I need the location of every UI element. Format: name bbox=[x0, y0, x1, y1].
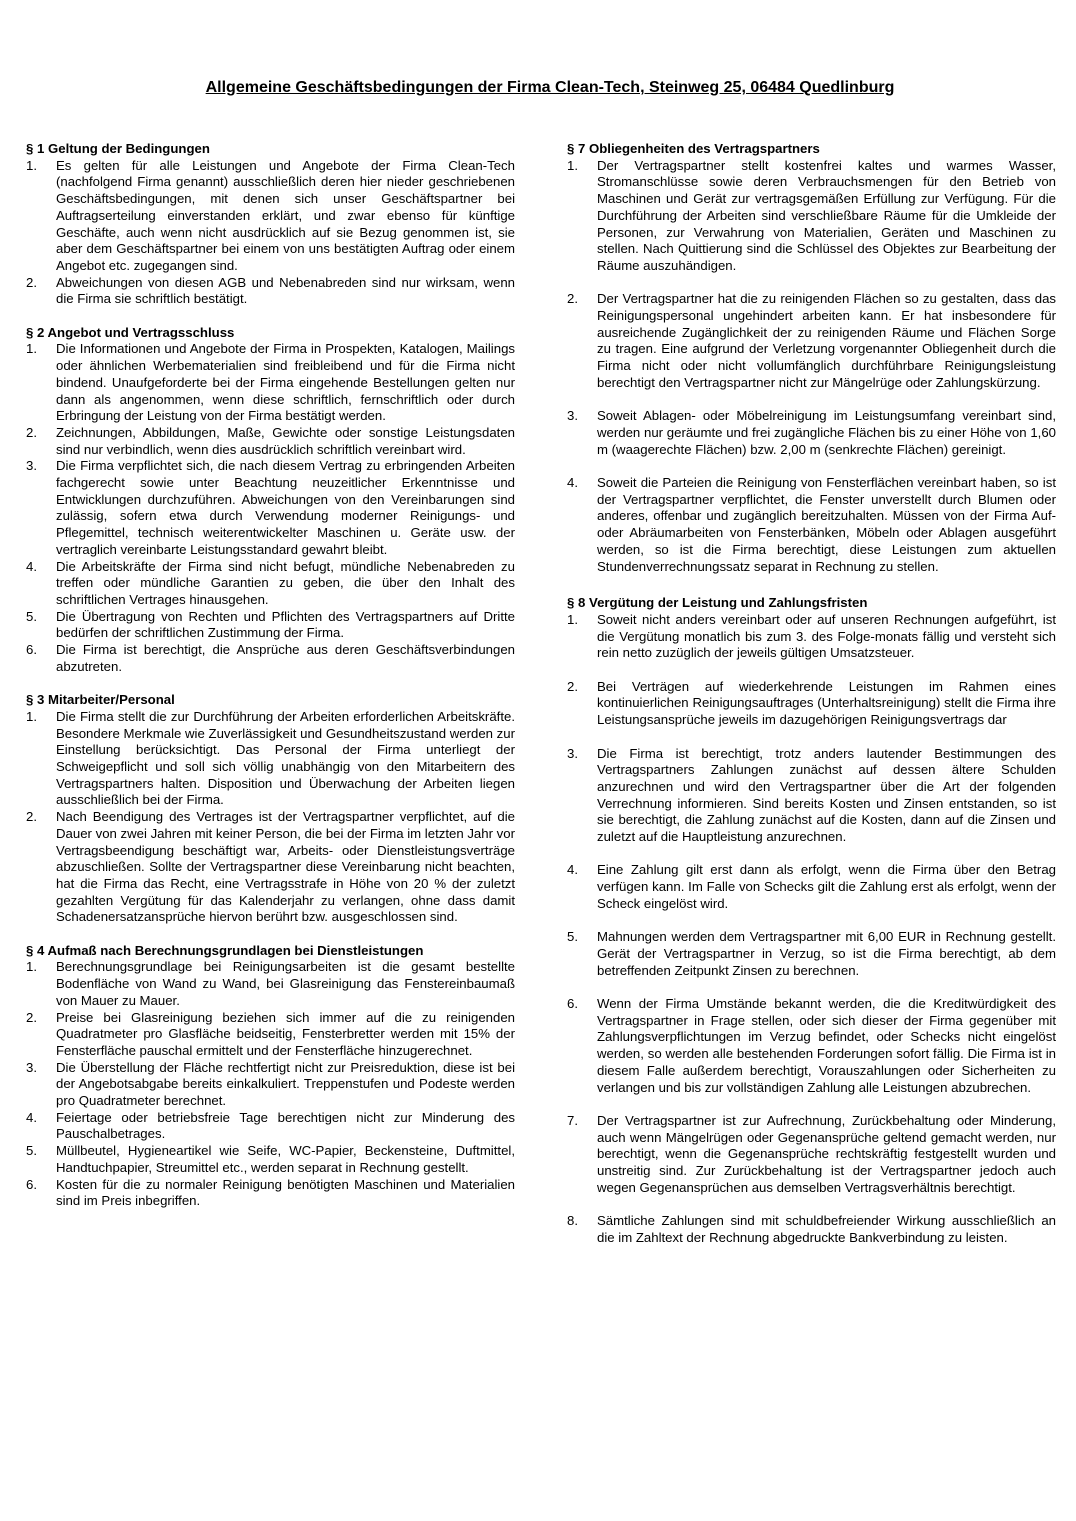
clause-number: 7. bbox=[567, 1112, 578, 1128]
clause-number: 2. bbox=[26, 274, 37, 290]
clause-text: Der Vertragspartner stellt kostenfrei kaltes und warmes Wasser, Stromanschlüsse sowie deren Verbrauchsmengen für den Betrieb von Maschinen und Gerät zur vertragsgemäßen Erfüllung zur Verfügung. Für die Durchführung der Arbeiten sind verschließbare Räume für die Umkleide der Personen, zur Verwahrung von Materialien, Geräten und Maschinen zu stellen. Nach Quittierung sind die Schlüssel des Objektes zur Bearbeitung der Räume auszuhändigen. bbox=[597, 157, 1056, 273]
clause-text: Wenn der Firma Umstände bekannt werden, die die Kreditwürdigkeit des Vertragspartner in Frage stellen, oder sich dieser der Firma gegenüber mit Zahlungsverpflichtungen im Verzug befindet, oder Schecks nicht eingelöst werden, so werden alle bestehenden Forderungen sofort fällig. Die Firma ist in diesem Falle außerdem berechtigt, Vorauszahlungen oder Sicherheiten zu verlangen und bis zur vollständigen Zahlung alle Leistungen abzubrechen. bbox=[597, 996, 1056, 1095]
section-heading: § 3 Mitarbeiter/Personal bbox=[26, 692, 175, 708]
clause-text: Der Vertragspartner ist zur Aufrechnung, Zurückbehaltung oder Minderung, auch wenn Mängelrügen oder Gegenansprüche geltend gemacht werden, nur berechtigt, wenn die Gegenansprüche rechtskräftig festgestellt wurden und unstreitig sind. Zur Zurückbehaltung ist der Vertragspartner jedoch auch wegen Gegenansprüchen aus demselben Vertragsverhältnis berechtigt. bbox=[597, 1112, 1056, 1195]
clause-number: 1. bbox=[567, 611, 578, 627]
clause-number: 6. bbox=[26, 642, 37, 658]
section bbox=[26, 943, 515, 1210]
clause-number: 1. bbox=[567, 157, 578, 173]
clause-text: Die Firma ist berechtigt, trotz anders lautender Bestimmungen des Vertragspartners Zahlungen zunächst auf dessen ältere Schulden anzurechnen und wird den Vertragspartner über die Art der folgenden Verrechnung informieren. Sind bereits Kosten und Zinsen entstanden, so ist sie berechtigt, die Zahlung zunächst auf die Kosten, dann auf die Zinsen und zuletzt auf die Hauptleistung anzurechnen. bbox=[597, 745, 1056, 845]
clause-item bbox=[26, 559, 515, 609]
section-heading: § 2 Angebot und Vertragsschluss bbox=[26, 324, 235, 340]
clause-number: 3. bbox=[567, 745, 578, 761]
clause-number: 5. bbox=[26, 608, 37, 624]
clause-item bbox=[567, 862, 1056, 912]
clause-text: Eine Zahlung gilt erst dann als erfolgt, wenn die Firma über den Betrag verfügen kann. Im Falle von Schecks gilt die Zahlung erst als erfolgt, wenn der Scheck eingelöst wird. bbox=[597, 862, 1056, 911]
clause-number: 2. bbox=[567, 291, 578, 307]
clause-number: 3. bbox=[26, 458, 37, 474]
clause-item bbox=[567, 1113, 1056, 1197]
clause-text: Die Arbeitskräfte der Firma sind nicht befugt, mündliche Nebenabreden zu treffen oder mündliche Garantien zu geben, die über den Inhalt des schriftlichen Vertrages hinausgehen. bbox=[56, 558, 515, 607]
clause-number: 1. bbox=[26, 341, 37, 357]
clause-text: Es gelten für alle Leistungen und Angebote der Firma Clean-Tech (nachfolgend Firma genannt) ausschließlich deren hier nieder geschriebenen Geschäftsbedingungen, mit denen sich unser Geschäftspartner bei Auftragserteilung einverstanden erklärt, und zwar ebenso für künftige Geschäfte, auch wenn nicht ausdrücklich auf sie Bezug genommen ist, sie aber dem Geschäftspartner bei einem von uns bestätigten Auftrag oder einem Angebot etc. zugegangen sind. bbox=[56, 157, 515, 273]
clause-item bbox=[26, 1110, 515, 1143]
clause-number: 2. bbox=[26, 424, 37, 440]
clause-number: 6. bbox=[567, 996, 578, 1012]
clause-text: Berechnungsgrundlage bei Reinigungsarbeiten ist die gesamt bestellte Bodenfläche von Wand zu Wand, bei Glasreinigung das Fenstereinbaumaß von Mauer zu Mauer. bbox=[56, 959, 515, 1008]
clause-number: 8. bbox=[567, 1213, 578, 1229]
clause-item bbox=[26, 642, 515, 675]
clause-text: Die Firma stellt die zur Durchführung der Arbeiten erforderlichen Arbeitskräfte. Besondere Merkmale wie Zuverlässigkeit und Gesundheitszustand werden zur Einstellung berücksichtigt. Das Personal der Firma unterliegt der Schweigepflicht und soll sich völlig unabhängig von den Mitarbeitern des Vertragspartners halten. Disposition und Überwachung der Arbeiten liegen ausschließlich bei der Firma. bbox=[56, 708, 515, 808]
clause-text: Die Firma verpflichtet sich, die nach diesem Vertrag zu erbringenden Arbeiten fachgerecht sowie unter Beachtung neuzeitlicher Erkenntnisse und Entwicklungen durchzuführen. Abweichungen von den Vereinbarungen sind zulässig, sofern etwa durch Verwendung moderner Reinigungs- und Pflegemittel, technisch weiterentwickelter Maschinen u. Geräte usw. der vertraglich vereinbarte Leistungsstandard gewahrt bleibt. bbox=[56, 458, 515, 557]
clause-text: Zeichnungen, Abbildungen, Maße, Gewichte oder sonstige Leistungsdaten sind nur verbindlich, wenn dies ausdrücklich schriftlich vereinbart wird. bbox=[56, 424, 515, 457]
clause-item bbox=[567, 475, 1056, 575]
clause-number: 2. bbox=[26, 1009, 37, 1025]
clause-text: Feiertage oder betriebsfreie Tage berechtigen nicht zur Minderung des Pauschalbetrages. bbox=[56, 1109, 515, 1142]
left-column bbox=[26, 141, 515, 1227]
clause-text: Mahnungen werden dem Vertragspartner mit 6,00 EUR in Rechnung gestellt. Gerät der Vertragspartner in Verzug, so ist die Firma berechtigt, ab dem betreffenden Zeitpunkt Zinsen zu berechnen. bbox=[597, 929, 1056, 978]
clause-item bbox=[567, 679, 1056, 729]
clause-text: Kosten für die zu normaler Reinigung benötigten Maschinen und Materialien sind im Preis inbegriffen. bbox=[56, 1176, 515, 1209]
clause-item bbox=[567, 612, 1056, 662]
section bbox=[567, 595, 1056, 1246]
clause-item bbox=[26, 959, 515, 1009]
section-heading: § 8 Vergütung der Leistung und Zahlungsfristen bbox=[567, 595, 868, 611]
clause-item bbox=[26, 1060, 515, 1110]
clause-item bbox=[26, 341, 515, 425]
clause-text: Nach Beendigung des Vertrages ist der Vertragspartner verpflichtet, auf die Dauer von zwei Jahren mit keiner Person, die bei der Firma im letzten Jahr vor Vertragsbeendigung beschäftigt war, Arbeits- oder Dienstleistungsverträge abzuschließen. Sollte der Vertragspartner diese Vereinbarung nicht beachten, hat die Firma das Recht, eine Vertragsstrafe in Höhe von 20 % der zuletzt gezahlten Vergütung für das Kalenderjahr zu verlangen, ohne dass damit Schadenersatzansprüche hiervon berührt bzw. ausgeschlossen sind. bbox=[56, 809, 515, 925]
clause-item bbox=[567, 746, 1056, 846]
clause-number: 4. bbox=[567, 862, 578, 878]
clause-item bbox=[26, 158, 515, 275]
section-heading: § 7 Obliegenheiten des Vertragspartners bbox=[567, 141, 820, 156]
clause-text: Preise bei Glasreinigung beziehen sich immer auf die zu reinigenden Quadratmeter pro Glasfläche beidseitig, Fensterbretter werden mit 15% der Fensterfläche pauschal ermittelt und der Fensterfläche hinzugerechnet. bbox=[56, 1009, 515, 1058]
clause-text: Bei Verträgen auf wiederkehrende Leistungen im Rahmen eines kontinuierlichen Reinigungsauftrages (Unterhaltsreinigung) stellt die Firma ihre Leistungsansprüche jeweils im dazugehörigen Reinigungsvertrags dar bbox=[597, 678, 1056, 728]
clause-item bbox=[26, 458, 515, 558]
clause-item bbox=[567, 408, 1056, 458]
clause-number: 1. bbox=[26, 708, 37, 724]
clause-text: Müllbeutel, Hygieneartikel wie Seife, WC-Papier, Beckensteine, Duftmittel, Handtuchpapier, Streumittel etc., werden separat in Rechnung gestellt. bbox=[56, 1143, 515, 1175]
clause-number: 4. bbox=[26, 558, 37, 574]
clause-number: 2. bbox=[26, 809, 37, 825]
section-heading: § 4 Aufmaß nach Berechnungsgrundlagen bei Dienstleistungen bbox=[26, 942, 424, 958]
clause-number: 1. bbox=[26, 157, 37, 173]
clause-number: 5. bbox=[567, 929, 578, 945]
clause-item bbox=[26, 1010, 515, 1060]
clause-text: Die Übertragung von Rechten und Pflichten des Vertragspartners auf Dritte bedürfen der schriftlichen Zustimmung der Firma. bbox=[56, 608, 515, 641]
document-title: Allgemeine Geschäftsbedingungen der Firma Clean-Tech, Steinweg 25, 06484 Quedlinburg bbox=[205, 79, 895, 96]
clause-number: 6. bbox=[26, 1176, 37, 1192]
clause-text: Abweichungen von diesen AGB und Nebenabreden sind nur wirksam, wenn die Firma sie schriftlich bestätigt. bbox=[56, 274, 515, 307]
section bbox=[26, 692, 515, 926]
clause-item bbox=[26, 1177, 515, 1210]
clause-number: 4. bbox=[26, 1109, 37, 1125]
clause-number: 3. bbox=[26, 1059, 37, 1075]
clause-item bbox=[26, 609, 515, 642]
clause-item bbox=[567, 158, 1056, 275]
section-heading: § 1 Geltung der Bedingungen bbox=[26, 141, 210, 156]
clause-item bbox=[567, 291, 1056, 391]
section bbox=[567, 141, 1056, 575]
clause-text: Die Informationen und Angebote der Firma in Prospekten, Katalogen, Mailings oder ähnlichen Werbematerialien sind freibleibend und für die Firma nicht bindend. Unaufgeforderte bei der Firma eingehende Bestellungen gelten nur dann als angenommen, wenn diese schriftlich, fernschriftlich oder durch Erbringung der Leistung von der Firma bestätigt werden. bbox=[56, 341, 515, 424]
clause-text: Der Vertragspartner hat die zu reinigenden Flächen so zu gestalten, dass das Reinigungspersonal ungehindert arbeiten kann. Er hat insbesondere für ausreichende Zugänglichkeit der zu reinigenden Räume und Flächen Sorge zu tragen. Eine aufgrund der Verletzung vorgenannter Obliegenheit durch die Firma nicht oder nicht vollumfänglich durchführbare Reinigungsleistung berechtigt den Vertragspartner nicht zur Mängelrüge oder Zahlungskürzung. bbox=[597, 291, 1056, 390]
clause-text: Soweit die Parteien die Reinigung von Fensterflächen vereinbart haben, so ist der Vertragspartner verpflichtet, die Fenster unverstellt durch Blumen oder anderes, offenbar und zugänglich bereitzuhalten. Müssen von der Firma Auf- oder Abräumarbeiten von Fensterbänken, Möbeln oder Ablagen ausgeführt werden, so ist die Firma berechtigt, diese Leistungen zum aktuellen Stundenverrechnungssatz separat in Rechnung zu stellen. bbox=[597, 475, 1056, 574]
clause-number: 1. bbox=[26, 959, 37, 975]
clause-item bbox=[26, 275, 515, 308]
section bbox=[26, 325, 515, 676]
clause-item bbox=[26, 1143, 515, 1176]
clause-text: Soweit nicht anders vereinbart oder auf unseren Rechnungen aufgeführt, ist die Vergütung monatlich bis zum 3. des Folge-monats fällig und versteht sich rein netto zuzüglich der jeweils gültigen Umsatzsteuer. bbox=[597, 611, 1056, 661]
section bbox=[26, 141, 515, 308]
clause-item bbox=[567, 996, 1056, 1096]
clause-item bbox=[26, 425, 515, 458]
right-column bbox=[567, 141, 1056, 1267]
clause-item bbox=[26, 809, 515, 926]
clause-item bbox=[26, 709, 515, 809]
clause-number: 3. bbox=[567, 408, 578, 424]
clause-text: Die Überstellung der Fläche rechtfertigt nicht zur Preisreduktion, diese ist bei der Angebotsabgabe bereits einkalkuliert. Treppenstufen und Podeste werden pro Quadratmeter berechnet. bbox=[56, 1059, 515, 1109]
clause-number: 4. bbox=[567, 475, 578, 491]
clause-text: Sämtliche Zahlungen sind mit schuldbefreiender Wirkung ausschließlich an die im Zahltext der Rechnung abgedruckte Bankverbindung zu leisten. bbox=[597, 1213, 1056, 1245]
clause-number: 5. bbox=[26, 1143, 37, 1159]
clause-number: 2. bbox=[567, 678, 578, 694]
clause-text: Die Firma ist berechtigt, die Ansprüche aus deren Geschäftsverbindungen abzutreten. bbox=[56, 642, 515, 674]
clause-item bbox=[567, 929, 1056, 979]
clause-item bbox=[567, 1213, 1056, 1246]
clause-text: Soweit Ablagen- oder Möbelreinigung im Leistungsumfang vereinbart sind, werden nur geräumte und frei zugängliche Flächen bis zu einer Höhe von 1,60 m (waagerechte Flächen) bzw. 2,00 m (senkrechte Flächen) gereinigt. bbox=[597, 408, 1056, 457]
